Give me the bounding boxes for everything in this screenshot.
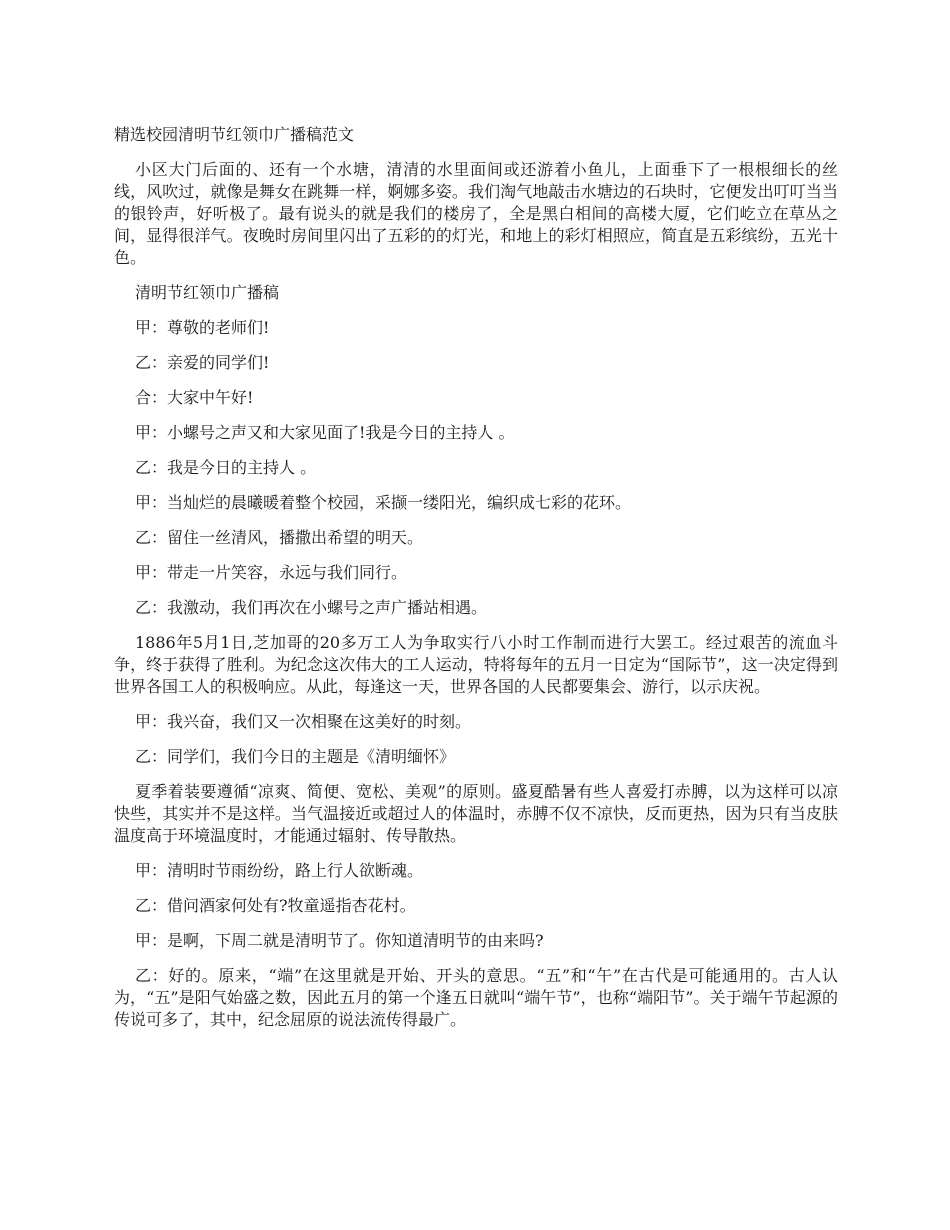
dialogue-line: 乙：我激动，我们再次在小螺号之声广播站相遇。 [135, 598, 488, 617]
document-title: 精选校园清明节红领巾广播稿范文 [114, 125, 355, 144]
paragraph-summer-dress: 夏季着装要遵循“凉爽、简便、宽松、美观”的原则。盛夏酷暑有些人喜爱打赤膊，以为这样可以凉快些，其实并不是这样。当气温接近或超过人的体温时，赤膊不仅不凉快，反而更热，因为只有当皮肤温度高于环境温度时，才能通过辐射、传导散热。 [114, 782, 838, 845]
dialogue-line: 乙：亲爱的同学们! [135, 353, 270, 372]
dialogue-line: 乙：同学们，我们今日的主题是《清明缅怀》 [135, 747, 456, 766]
dialogue-line: 乙：我是今日的主持人 。 [135, 458, 317, 477]
dialogue-line: 乙：留住一丝清风，播撒出希望的明天。 [135, 528, 424, 547]
paragraph-labor-day: 1886年5月1日,芝加哥的20多万工人为争取实行八小时工作制而进行大罢工。经过艰苦的流血斗争，终于获得了胜利。为纪念这次伟大的工人运动，特将每年的五月一日定为“国际节”，这一决定得到世界各国工人的积极响应。从此，每逢这一天，世界各国的人民都要集会、游行，以示庆祝。 [114, 633, 838, 696]
dialogue-line: 甲：清明时节雨纷纷，路上行人欲断魂。 [135, 861, 424, 880]
dialogue-line: 甲：尊敬的老师们! [135, 318, 270, 337]
dialogue-line: 乙：借问酒家何处有?牧童遥指杏花村。 [135, 896, 416, 915]
dialogue-line: 甲：小螺号之声又和大家见面了!我是今日的主持人 。 [135, 423, 515, 442]
dialogue-line: 甲：我兴奋，我们又一次相聚在这美好的时刻。 [135, 712, 472, 731]
paragraph-intro: 小区大门后面的、还有一个水塘，清清的水里面间或还游着小鱼儿，上面垂下了一根根细长的丝线，风吹过，就像是舞女在跳舞一样，婀娜多姿。我们淘气地敲击水塘边的石块时，它便发出叮叮当当的银铃声，好听极了。最有说头的就是我们的楼房了，全是黑白相间的高楼大厦，它们屹立在草丛之间，显得很洋气。夜晚时房间里闪出了五彩的的灯光，和地上的彩灯相照应，简直是五彩缤纷，五光十色。 [114, 160, 838, 267]
dialogue-line: 乙：好的。原来，“端”在这里就是开始、开头的意思。“五”和“午”在古代是可能通用的。古人认为，“五”是阳气始盛之数，因此五月的第一个逢五日就叫“端午节”，也称“端阳节”。关于端午节起源的传说可多了，其中，纪念屈原的说法流传得最广。 [114, 966, 838, 1029]
document-page [114, 124, 838, 1044]
dialogue-line: 甲：带走一片笑容，永远与我们同行。 [135, 563, 408, 582]
dialogue-line: 合：大家中午好! [135, 388, 254, 407]
paragraph-heading: 清明节红领巾广播稿 [135, 283, 280, 302]
dialogue-line: 甲：是啊，下周二就是清明节了。你知道清明节的由来吗? [135, 931, 544, 950]
dialogue-line: 甲：当灿烂的晨曦暖着整个校园，采撷一缕阳光，编织成七彩的花环。 [135, 493, 632, 512]
